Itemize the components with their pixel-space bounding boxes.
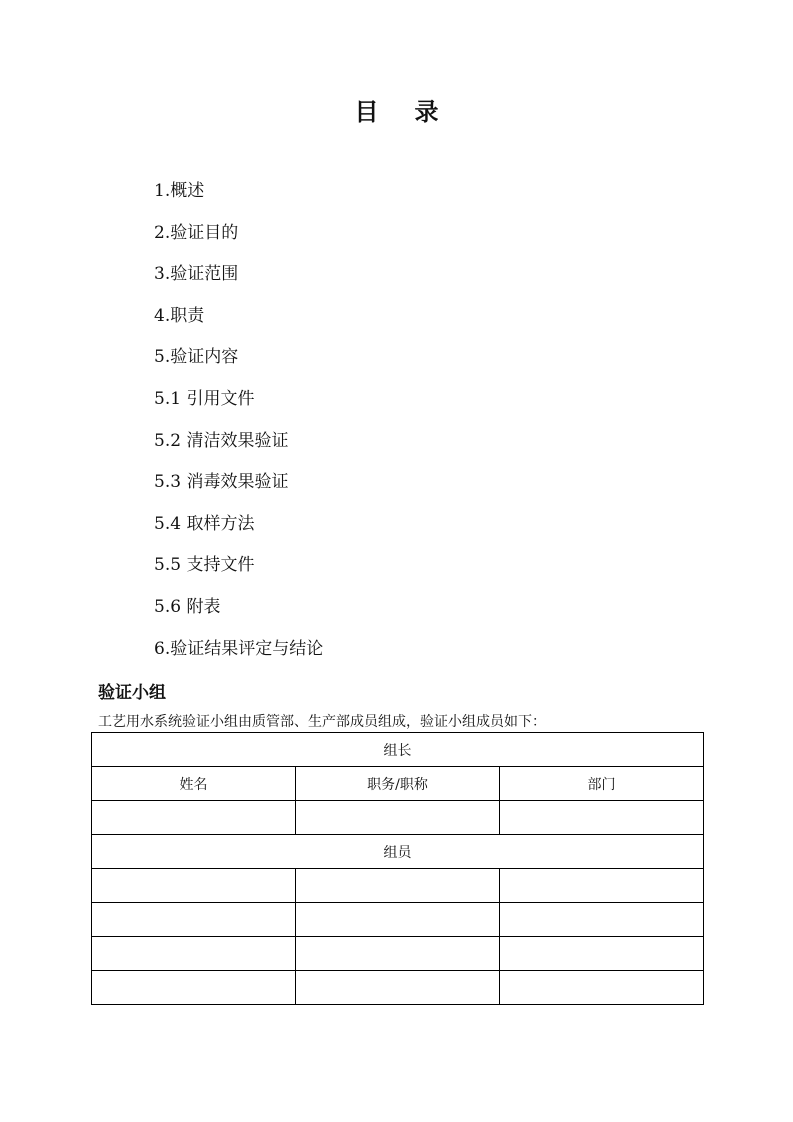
table-row bbox=[92, 869, 704, 903]
toc-item: 5.2 清洁效果验证 bbox=[154, 430, 289, 451]
title-char-2: 录 bbox=[414, 97, 439, 126]
toc-item: 6.验证结果评定与结论 bbox=[154, 638, 324, 659]
section-heading: 验证小组 bbox=[98, 683, 166, 703]
empty-cell[interactable] bbox=[92, 971, 296, 1005]
table-of-contents bbox=[154, 178, 323, 677]
empty-cell[interactable] bbox=[500, 801, 704, 835]
toc-item: 5.5 支持文件 bbox=[154, 555, 255, 576]
table-row bbox=[92, 801, 704, 835]
empty-cell[interactable] bbox=[296, 869, 500, 903]
empty-cell[interactable] bbox=[500, 903, 704, 937]
toc-item: 5.6 附表 bbox=[154, 596, 221, 617]
empty-cell[interactable] bbox=[92, 869, 296, 903]
empty-cell[interactable] bbox=[92, 903, 296, 937]
empty-cell[interactable] bbox=[92, 937, 296, 971]
section-intro: 工艺用水系统验证小组由质管部、生产部成员组成，验证小组成员如下： bbox=[98, 714, 546, 730]
empty-cell[interactable] bbox=[500, 869, 704, 903]
empty-cell[interactable] bbox=[296, 937, 500, 971]
team-table bbox=[91, 732, 704, 1005]
toc-item: 1.概述 bbox=[154, 181, 205, 201]
column-header-department: 部门 bbox=[500, 767, 704, 801]
empty-cell[interactable] bbox=[296, 971, 500, 1005]
toc-item: 5.4 取样方法 bbox=[154, 513, 255, 534]
table-row bbox=[92, 835, 704, 869]
empty-cell[interactable] bbox=[296, 801, 500, 835]
toc-item: 5.1 引用文件 bbox=[154, 388, 255, 409]
empty-cell[interactable] bbox=[296, 903, 500, 937]
page-title bbox=[0, 92, 793, 127]
toc-item: 2.验证目的 bbox=[154, 222, 239, 243]
members-header-cell: 组员 bbox=[92, 835, 704, 869]
toc-item: 5.验证内容 bbox=[154, 347, 239, 368]
table-row bbox=[92, 767, 704, 801]
empty-cell[interactable] bbox=[500, 971, 704, 1005]
empty-cell[interactable] bbox=[92, 801, 296, 835]
table-row bbox=[92, 903, 704, 937]
table-row bbox=[92, 733, 704, 767]
toc-item: 5.3 消毒效果验证 bbox=[154, 472, 289, 493]
column-header-name: 姓名 bbox=[92, 767, 296, 801]
table-row bbox=[92, 971, 704, 1005]
title-char-1: 目 bbox=[354, 97, 379, 126]
leader-header-cell: 组长 bbox=[92, 733, 704, 767]
column-header-position: 职务/职称 bbox=[296, 767, 500, 801]
table-row bbox=[92, 937, 704, 971]
toc-item: 3.验证范围 bbox=[154, 264, 239, 285]
empty-cell[interactable] bbox=[500, 937, 704, 971]
toc-item: 4.职责 bbox=[154, 305, 205, 326]
